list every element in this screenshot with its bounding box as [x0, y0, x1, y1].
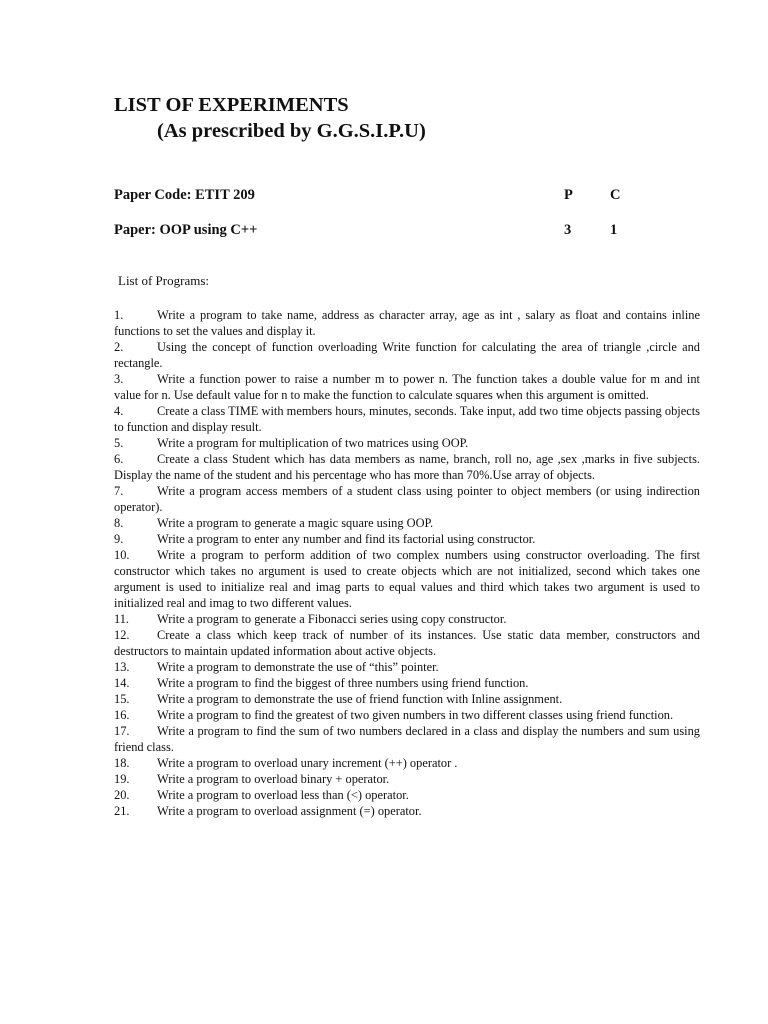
program-number: 9. [114, 532, 124, 546]
program-item [114, 803, 700, 819]
program-number: 2. [114, 340, 124, 354]
program-item [114, 547, 700, 611]
program-text: Write a program to find the biggest of three numbers using friend function. [157, 676, 529, 690]
program-text: Write a program to overload assignment (=) operator. [157, 804, 422, 818]
program-number: 13. [114, 660, 130, 674]
program-text: Using the concept of function overloading Write function for calculating the area of triangle ,circle and rectangle. [114, 340, 700, 370]
paper-code-row [114, 186, 674, 204]
program-number: 16. [114, 708, 130, 722]
program-item [114, 627, 700, 659]
program-number: 5. [114, 436, 124, 450]
program-item [114, 531, 700, 547]
program-item [114, 723, 700, 755]
program-number: 15. [114, 692, 130, 706]
program-number: 10. [114, 548, 130, 562]
program-number: 21. [114, 804, 130, 818]
program-text: Write a program to generate a magic square using OOP. [157, 516, 434, 530]
p-value: 3 [564, 222, 572, 238]
page-title: LIST OF EXPERIMENTS [114, 94, 349, 116]
program-item [114, 403, 700, 435]
program-number: 4. [114, 404, 124, 418]
program-number: 12. [114, 628, 130, 642]
program-number: 18. [114, 756, 130, 770]
program-item [114, 515, 700, 531]
program-number: 8. [114, 516, 124, 530]
program-text: Write a program to overload less than (<) operator. [157, 788, 409, 802]
program-text: Create a class Student which has data members as name, branch, roll no, age ,sex ,marks in five subjects. Display the name of the student and his percentage who has more than 70%.Use array of objects. [114, 452, 700, 482]
program-item [114, 755, 700, 771]
paper-name-label: Paper: OOP using C++ [114, 222, 258, 238]
program-item [114, 659, 700, 675]
program-text: Write a program for multiplication of two matrices using OOP. [157, 436, 469, 450]
program-item [114, 707, 700, 723]
program-number: 6. [114, 452, 124, 466]
program-text: Write a program to generate a Fibonacci series using copy constructor. [157, 612, 507, 626]
program-text: Write a program to demonstrate the use of friend function with Inline assignment. [157, 692, 563, 706]
program-item [114, 435, 700, 451]
programs-heading: List of Programs: [118, 273, 209, 288]
program-item [114, 339, 700, 371]
program-list [114, 307, 700, 819]
program-text: Write a program to find the greatest of two given numbers in two different classes using friend function. [157, 708, 674, 722]
paper-code-label: Paper Code: ETIT 209 [114, 187, 255, 203]
program-text: Write a program to overload binary + operator. [157, 772, 390, 786]
p-column-header: P [564, 187, 573, 203]
page-subtitle: (As prescribed by G.G.S.I.P.U) [157, 120, 426, 142]
program-item [114, 787, 700, 803]
c-column-header: C [610, 187, 621, 203]
program-item [114, 307, 700, 339]
c-value: 1 [610, 222, 618, 238]
paper-name-row [114, 221, 674, 239]
program-item [114, 371, 700, 403]
program-item [114, 611, 700, 627]
program-number: 20. [114, 788, 130, 802]
program-text: Write a program to overload unary increment (++) operator . [157, 756, 458, 770]
program-text: Write a program to take name, address as character array, age as int , salary as float and contains inline functions to set the values and display it. [114, 308, 700, 338]
program-number: 11. [114, 612, 130, 626]
program-number: 3. [114, 372, 124, 386]
program-item [114, 771, 700, 787]
program-text: Write a function power to raise a number m to power n. The function takes a double value for m and int value for n. Use default value for n to make the function to calculate squares when this argument is omitted. [114, 372, 700, 402]
program-text: Create a class which keep track of number of its instances. Use static data member, constructors and destructors to maintain updated information about active objects. [114, 628, 700, 658]
program-text: Write a program to find the sum of two numbers declared in a class and display the numbers and sum using friend class. [114, 724, 700, 754]
program-number: 14. [114, 676, 130, 690]
program-number: 19. [114, 772, 130, 786]
program-text: Create a class TIME with members hours, minutes, seconds. Take input, add two time objects passing objects to function and display result. [114, 404, 700, 434]
program-number: 1. [114, 308, 124, 322]
program-text: Write a program to demonstrate the use of “this” pointer. [157, 660, 439, 674]
program-text: Write a program access members of a student class using pointer to object members (or using indirection operator). [114, 484, 700, 514]
program-item [114, 691, 700, 707]
program-item [114, 483, 700, 515]
program-text: Write a program to perform addition of two complex numbers using constructor overloading. The first constructor which takes no argument is used to create objects which are not initialized, second which takes one argument is used to initialize real and imag parts to equal values and third which takes two argument is used to initialized real and imag to two different values. [114, 548, 700, 610]
program-item [114, 675, 700, 691]
program-text: Write a program to enter any number and find its factorial using constructor. [157, 532, 536, 546]
program-number: 17. [114, 724, 130, 738]
program-item [114, 451, 700, 483]
program-number: 7. [114, 484, 124, 498]
